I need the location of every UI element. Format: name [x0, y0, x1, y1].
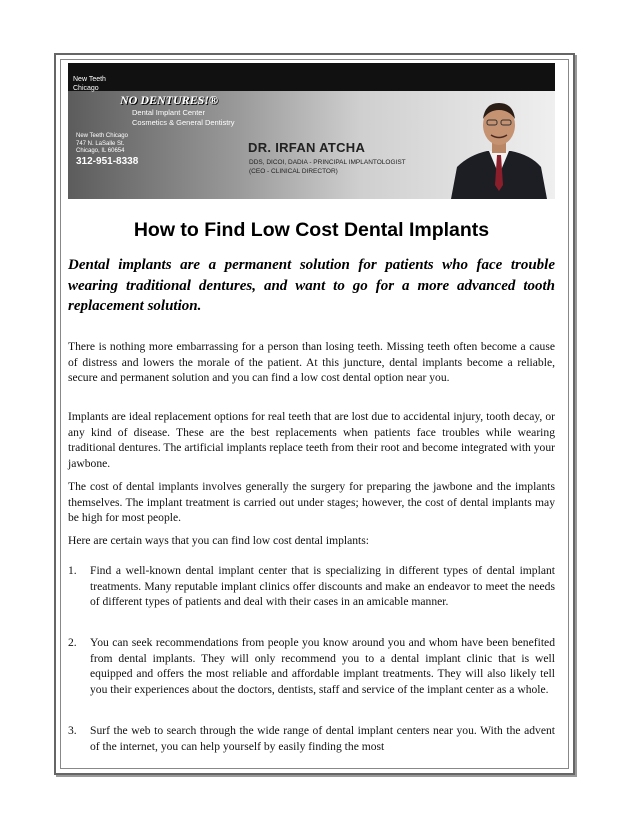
banner-address-1: New Teeth Chicago: [76, 133, 128, 139]
banner-subtitle-2: Cosmetics & General Dentistry: [132, 118, 235, 127]
list-text: You can seek recommendations from people you know around you and whom have been benefited from dental implants. They will only recommend you to a dental implant clinic that is well equipped and offers the most reliable and affordable implant treatments. They will also likely tell you their experiences about the doctors, dentists, staff and service of the implant center as a whole.: [90, 636, 555, 696]
list-item-3: [68, 723, 555, 754]
doctor-credentials-1: DDS, DICOI, DADIA - PRINCIPAL IMPLANTOLOGIST: [249, 159, 406, 166]
banner-logo: NO DENTURES!®: [120, 93, 218, 107]
list-item-1: [68, 563, 555, 610]
list-text: Surf the web to search through the wide range of dental implant centers near you. With the advent of the internet, you can help yourself by easily finding the most: [90, 724, 555, 753]
banner-city: New Teeth Chicago: [73, 76, 106, 92]
intro-paragraph: Dental implants are a permanent solution for patients who face trouble wearing traditional dentures, and want to go for a more advanced tooth replacement solution.: [68, 257, 555, 314]
banner-subtitle: [132, 108, 235, 128]
paragraph-2: Implants are ideal replacement options for real teeth that are lost due to accidental injury, tooth decay, or any kind of disease. These are the best replacements when patients face troubles while wearing traditional dentures. The artificial implants replace teeth from their root and become integrated with your jawbone.: [68, 410, 555, 470]
list-text: Find a well-known dental implant center that is specializing in different types of dental implant treatments. Many reputable implant clinics offer discounts and make an endeavor to meet the needs of different types of patients and deal with their cases in an amicable manner.: [90, 564, 555, 608]
list-number: 1.: [68, 564, 77, 577]
doctor-credentials: [249, 159, 406, 176]
banner-subtitle-1: Dental Implant Center: [132, 108, 205, 117]
paragraph-4: Here are certain ways that you can find low cost dental implants:: [68, 534, 370, 547]
doctor-name: DR. IRFAN ATCHA: [248, 140, 366, 155]
header-banner: [68, 63, 555, 199]
doctor-photo: [449, 93, 549, 199]
banner-phone: 312-951-8338: [76, 156, 139, 167]
page-frame: [54, 53, 575, 775]
doctor-credentials-2: (CEO - CLINICAL DIRECTOR): [249, 167, 338, 175]
page-title: How to Find Low Cost Dental Implants: [133, 219, 490, 241]
banner-address-2: 747 N. LaSalle St.: [76, 140, 125, 147]
banner-address-3: Chicago, IL 60654: [76, 148, 125, 154]
banner-address: [76, 133, 128, 156]
list-number: 2.: [68, 636, 77, 649]
banner-top-strip: [68, 63, 555, 91]
list-item-2: [68, 635, 555, 697]
list-number: 3.: [68, 724, 77, 737]
paragraph-1: There is nothing more embarrassing for a person than losing teeth. Missing teeth often become a cause of distress and lowers the morale of the patient. At this juncture, dental implants become a reliable, secure and permanent solution and you can find a low cost dental option near you.: [68, 340, 555, 384]
paragraph-3: The cost of dental implants involves generally the surgery for preparing the jawbone and the implants themselves. The implant treatment is carried out under stages; however, the cost of dental implants may be high for most people.: [68, 480, 555, 524]
